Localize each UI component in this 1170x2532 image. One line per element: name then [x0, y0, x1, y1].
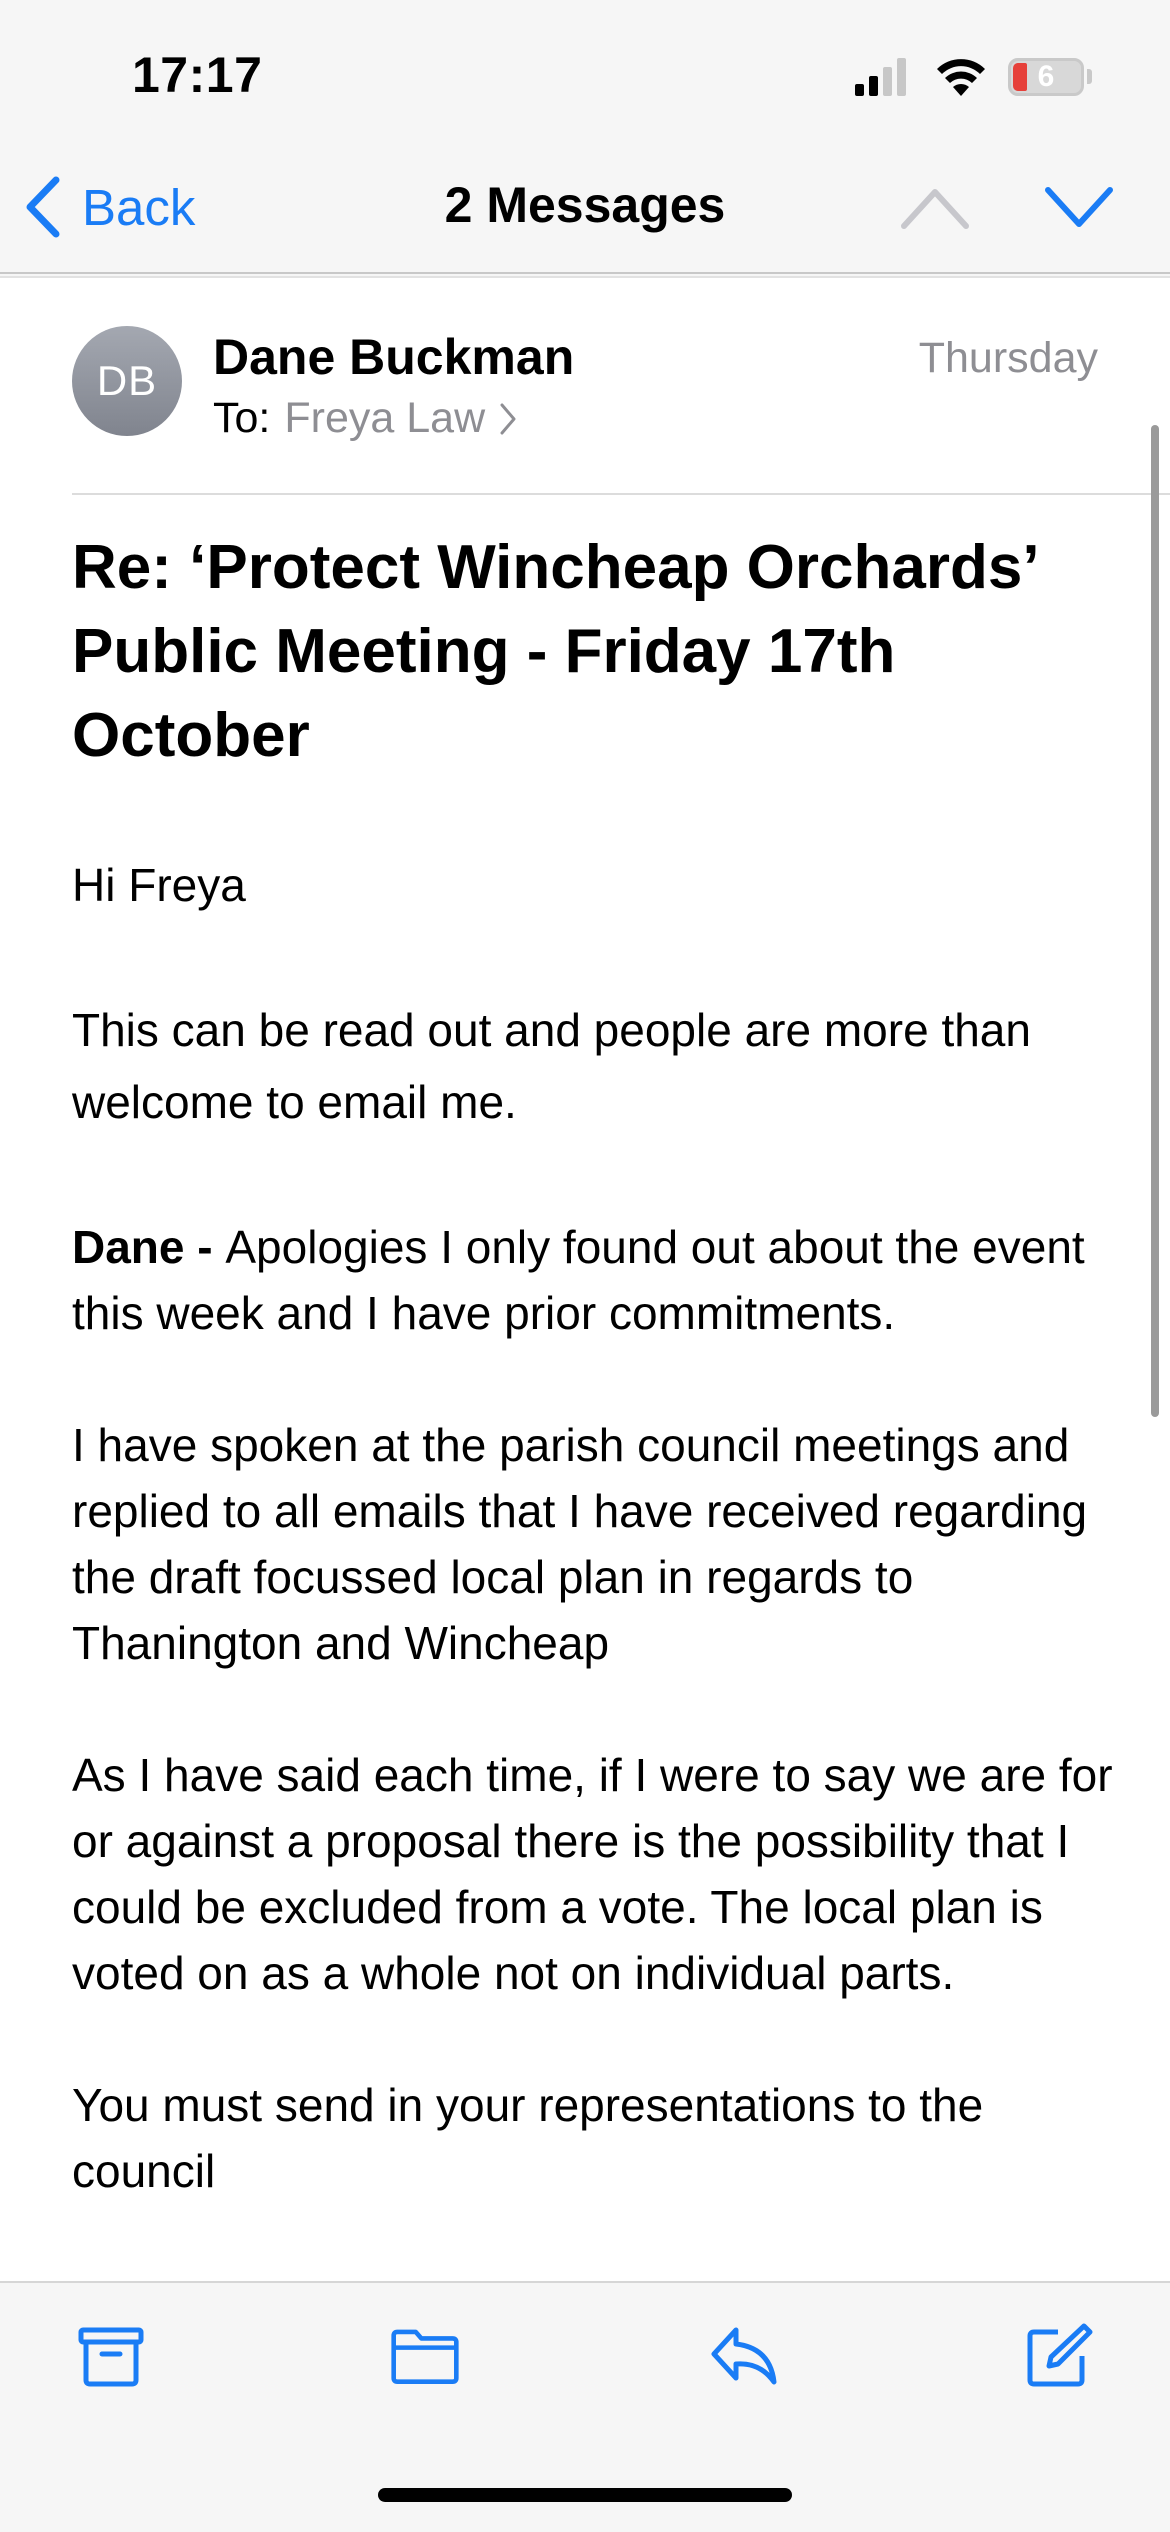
- body-paragraph: I have spoken at the parish council meetings and replied to all emails that I have received regarding the draft focussed local plan in regards to Thanington and Wincheap: [72, 1419, 1088, 1669]
- reply-icon[interactable]: [708, 2322, 778, 2388]
- header-divider: [72, 493, 1170, 495]
- chevron-up-icon[interactable]: [900, 184, 970, 230]
- scrollbar[interactable]: [1151, 425, 1159, 1417]
- recipient-name: Freya Law: [284, 394, 486, 442]
- nav-divider: [0, 272, 1170, 278]
- home-indicator[interactable]: [378, 2488, 792, 2502]
- cellular-signal-icon: [855, 58, 911, 96]
- recipient-line[interactable]: [213, 394, 517, 443]
- body-paragraph: This can be read out and people are more than welcome to email me.: [72, 1004, 1031, 1128]
- body-paragraph: As I have said each time, if I were to say we are for or against a proposal there is the possibility that I could be excluded from a vote. The local plan is voted on as a whole not on individual parts.: [72, 1749, 1113, 1999]
- to-label: To:: [213, 394, 271, 442]
- avatar: DB: [72, 326, 182, 436]
- battery-icon: [1008, 58, 1084, 96]
- back-label: Back: [82, 178, 196, 236]
- sender-name[interactable]: Dane Buckman: [213, 329, 575, 385]
- compose-icon[interactable]: [1024, 2322, 1094, 2388]
- body-paragraph: You must send in your representations to the council: [72, 2079, 984, 2197]
- chevron-right-icon: [499, 402, 517, 436]
- battery-cap: [1087, 69, 1092, 84]
- folder-icon[interactable]: [390, 2322, 460, 2388]
- paragraph-text: Apologies I only found out about the event this week and I have prior commitments.: [72, 1221, 1085, 1339]
- wifi-icon: [935, 56, 987, 96]
- chevron-down-icon[interactable]: [1044, 184, 1114, 230]
- message-body: [72, 852, 1122, 2270]
- paragraph-lead: Dane -: [72, 1221, 226, 1273]
- nav-title: 2 Messages: [444, 177, 726, 233]
- message-date: Thursday: [918, 334, 1098, 382]
- archive-icon[interactable]: [76, 2322, 146, 2388]
- status-time: 17:17: [132, 47, 263, 103]
- message-subject: Re: ‘Protect Wincheap Orchards’ Public Meeting - Friday 17th October: [72, 533, 1037, 770]
- greeting: Hi Freya: [72, 859, 246, 911]
- battery-level: 6: [1037, 60, 1055, 93]
- body-paragraph: [72, 1214, 1122, 1346]
